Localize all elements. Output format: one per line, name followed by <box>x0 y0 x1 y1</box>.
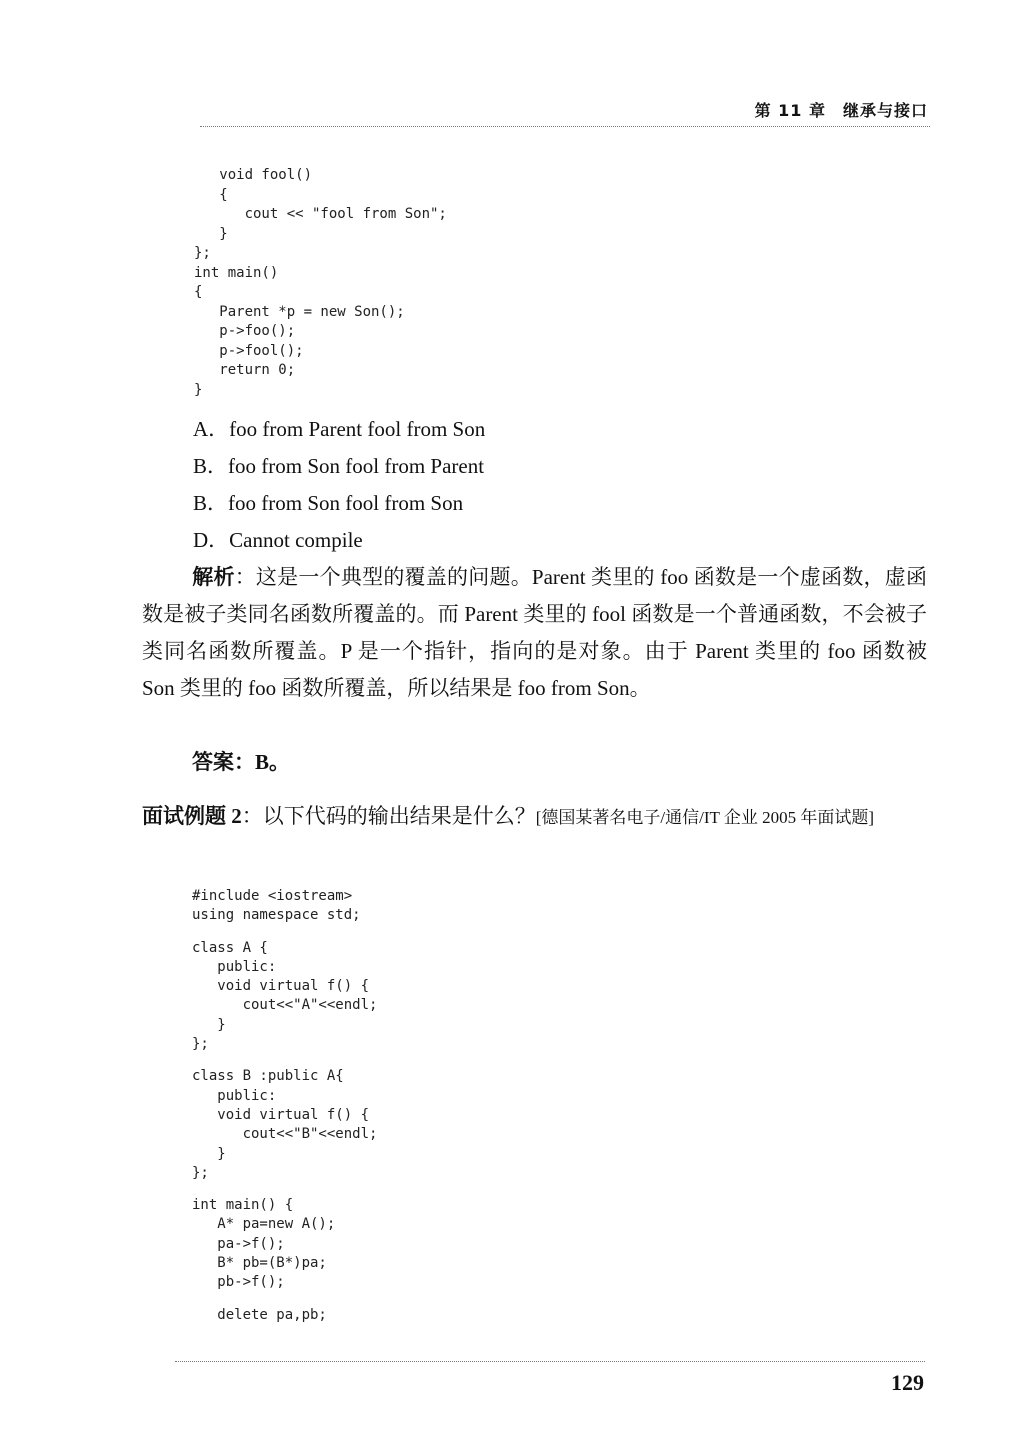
code-line: }; <box>192 1036 209 1053</box>
option-b-alt: B．foo from Son fool from Son <box>193 491 464 515</box>
code-line: int main() { <box>192 1197 294 1214</box>
code-line: cout<<"B"<<endl; <box>192 1126 378 1143</box>
analysis-label: 解析 <box>192 565 235 589</box>
code-line: void virtual f() { <box>192 1106 370 1123</box>
code-line: } <box>192 1016 226 1033</box>
code-line: int main() <box>194 264 279 281</box>
code-line: A* pa=new A(); <box>192 1216 336 1233</box>
code-line: B* pb=(B*)pa; <box>192 1255 327 1272</box>
code-line: using namespace std; <box>192 907 361 924</box>
code-line: pa->f(); <box>192 1235 285 1252</box>
question-label: 面试例题 2 <box>142 804 242 828</box>
code-line: { <box>194 186 228 203</box>
code-line: } <box>194 381 203 398</box>
running-header: 第 11 章 继承与接口 <box>754 101 928 120</box>
code-line: pb->f(); <box>192 1274 285 1291</box>
option-a: A．foo from Parent fool from Son <box>193 417 486 441</box>
code-line: cout << "fool from Son"; <box>194 206 447 222</box>
answer-paragraph <box>142 744 927 781</box>
code-line: cout<<"A"<<endl; <box>192 997 378 1014</box>
question-text: ：以下代码的输出结果是什么？ <box>241 804 536 828</box>
code-block-bottom <box>192 887 377 1325</box>
code-gap <box>192 1183 377 1196</box>
code-line: Parent *p = new Son(); <box>194 303 405 320</box>
code-line: }; <box>194 245 211 261</box>
code-line: p->fool(); <box>194 342 304 359</box>
code-line: public: <box>192 958 277 975</box>
code-gap <box>192 1054 377 1067</box>
code-line: class B :public A{ <box>192 1068 344 1085</box>
code-line: void fool() <box>194 167 313 183</box>
analysis-paragraph <box>142 559 927 707</box>
code-line: } <box>194 225 228 242</box>
code-line: { <box>194 284 203 300</box>
footer-rule <box>175 1361 925 1362</box>
code-line: #include <iostream> <box>192 888 353 904</box>
page-number: 129 <box>891 1370 924 1395</box>
code-block-top <box>194 166 447 400</box>
code-line: } <box>192 1145 226 1162</box>
question-2 <box>142 798 927 836</box>
question-source: [德国某著名电子/通信/IT 企业 2005 年面试题] <box>535 808 875 827</box>
code-gap <box>192 926 377 939</box>
code-gap <box>192 1293 377 1306</box>
code-line: return 0; <box>194 362 296 378</box>
code-line: }; <box>192 1164 209 1181</box>
code-line: void virtual f() { <box>192 978 370 995</box>
answer-label: 答案 <box>192 750 234 774</box>
answer-text: ：B。 <box>234 750 291 774</box>
analysis-text: ：这是一个典型的覆盖的问题。Parent 类里的 foo 函数是一个虚函数，虚函数是被子类同名函数所覆盖的。而 Parent 类里的 fool 函数是一个普通函数，不会被子类同名函数所覆盖。P 是一个指针，指向的是对象。由于 Parent 类里的 foo 函数被 Son 类里的 foo 函数所覆盖，所以结果是 foo from Son。 <box>142 565 928 700</box>
code-line: delete pa,pb; <box>192 1306 327 1323</box>
header-rule <box>200 126 930 127</box>
code-line: class A { <box>192 939 268 956</box>
code-line: p->foo(); <box>194 323 296 339</box>
option-d: D．Cannot compile <box>193 528 363 552</box>
code-line: public: <box>192 1087 277 1104</box>
option-b: B．foo from Son fool from Parent <box>193 454 485 478</box>
